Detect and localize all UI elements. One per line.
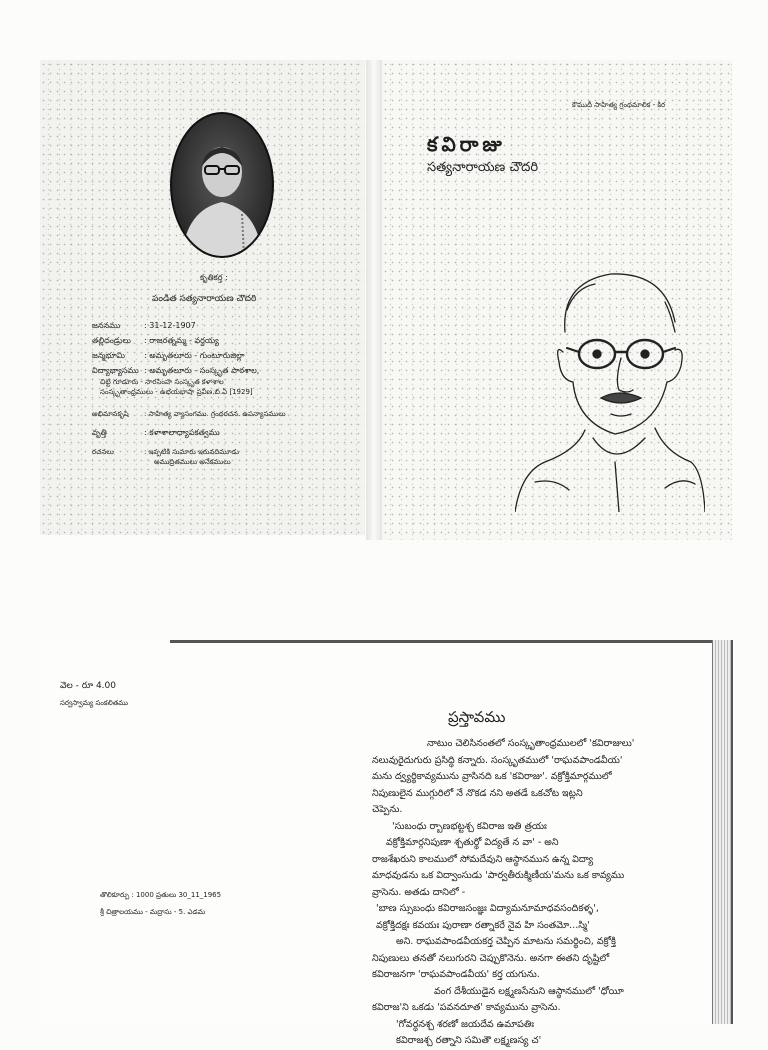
bio-row: రచనలు : ఇప్పటికి సుమారు ఇరువదిమూడు <box>92 448 239 456</box>
preface-line: వ్రాసెను. అతడు దానిలో - <box>372 886 466 898</box>
book-top-edge <box>170 640 730 643</box>
preface-line: వక్రోక్తిమార్గనిపుణా శ్చతుర్థో విద్యతే న వా' - అని <box>386 837 559 848</box>
bio-row: వృత్తి : కళాశాలాధ్యాపకత్వము <box>92 428 220 437</box>
preface-line: నిపుణులు తనతో నలుగురని చెప్పుకొనెను. అనగా ఈతని దృష్టిలో <box>372 952 610 964</box>
book-author: సత్యనారాయణ చౌదరి <box>427 160 539 175</box>
preface-line: మను ద్వ్యర్థికావ్యమును వ్రాసినది ఒక 'కవిరాజు'. వక్రోక్తిమార్గములో <box>372 771 612 782</box>
preface-line: 'గోవర్ధనశ్చ శరణో జయదేవ ఉమాపతిః <box>396 1018 535 1030</box>
bio-row: జన్మభూమి : అమృతలూరు - గుంటూరుజిల్లా <box>92 351 245 360</box>
book-title: కవిరాజు <box>427 132 506 156</box>
book-gutter <box>366 60 382 540</box>
edition-line: తొలికూర్పు : 1000 ప్రతులు 30_11_1965 <box>100 891 222 899</box>
preface-line: నాటుం చెలిసినంతలో సంస్కృతాంధ్రములలో 'కవిరాజులు' <box>427 738 635 749</box>
preface-line: 'బాణ స్సుబంధు కవిరాజసంజ్ఞః విద్యామనూమాధవసందికళ్ళ', <box>376 903 599 914</box>
preface-line: అని. రాఘవపాండవీయకర్త చెప్పిన మాటను సమర్థించి, వక్రోక్తి <box>396 936 616 947</box>
preface-line: కవిరాజ'ని ఒకడు 'పవనదూత' కావ్యమును వ్రాసెను. <box>372 1002 561 1013</box>
bio-row: తల్లిదండ్రులు : రాజరత్నమ్మ - వర్దయ్య <box>92 336 219 345</box>
price-line: వెల - రూ 4.00 <box>60 681 116 691</box>
author-sketch <box>515 262 705 512</box>
preface-line: కవిరాజశ్చ రత్నాని సమితౌ లక్ష్మణస్య చ' <box>396 1035 542 1046</box>
bio-row: అముద్రితములు అనేకములు <box>154 458 231 466</box>
preface-line: చెప్పెను. <box>372 804 403 815</box>
caption-line1: కృతికర్త : <box>200 273 228 282</box>
preface-line: మాధవుడను ఒక విద్వాంసుడు 'పార్వతీరుక్మిణీయ'మను ఒక కావ్యము <box>372 870 625 881</box>
caption-line2: పండిత సత్యనారాయణ చౌదరి <box>152 294 257 304</box>
preface-line: వంగ దేశీయుడైన లక్ష్మణసేనుని ఆస్థానములో 'ధోయీ <box>434 985 624 997</box>
preface-line: వక్రోక్తిదక్షః కవయః పురాణా రత్నాకరే నైవ హి సంతమో...స్మి' <box>376 919 590 931</box>
bio-row: అభిమానకృషి : సాహిత్య వ్యాసంగము. గ్రంథరచన. ఉపన్యాసములు <box>92 410 286 418</box>
bio-row: చిట్టి గూడూరు - నారసింహ సంస్కృత కళాశాల <box>100 378 224 386</box>
press-line: శ్రీ చిత్రాలయము - మద్రాసు - 5. ఎడమ <box>100 908 206 916</box>
preface-body <box>372 736 702 1050</box>
bio-row: జననము : 31-12-1907 <box>92 321 196 330</box>
preface-line: నలువురైదుగురు ప్రసిద్ధి కన్నారు. సంస్కృతములో 'రాఘవపాండవీయ' <box>372 754 623 766</box>
preface-line: 'సుబంధు ర్బాణభట్టశ్చ కవిరాజ ఇతి త్రయః <box>392 820 547 832</box>
preface-line: రాజశేఖరుని కాలములో సోమదేవుని ఆస్థానమున ఉన్న విద్యా <box>372 853 594 865</box>
preface-line: కవిరాజనగా 'రాఘవపాండవీయ' కర్త యగును. <box>372 969 540 980</box>
author-photo <box>170 112 274 258</box>
book-side-edge <box>712 640 733 1024</box>
bio-list <box>92 320 362 467</box>
rights-line: సర్వస్వామ్య సంకలితము <box>60 699 128 707</box>
bio-row: విద్యాభ్యాసము : అమృతలూరు - సంస్కృత పాఠశాల, <box>92 366 260 375</box>
preface-line: నిపుణులైన ముగ్గురిలో నే నొకడ నని అతడే ఒకచోట ఇట్లని <box>372 787 583 799</box>
series-note: కౌముదీ సాహిత్య గ్రంథమాలిక - కిర <box>572 101 666 109</box>
bio-row: సంస్కృతాంధ్రములు - ఉభయభాషా ప్రవీణ.బి.ఏ [1929] <box>100 388 253 396</box>
preface-heading: ప్రస్తావము <box>448 708 506 726</box>
